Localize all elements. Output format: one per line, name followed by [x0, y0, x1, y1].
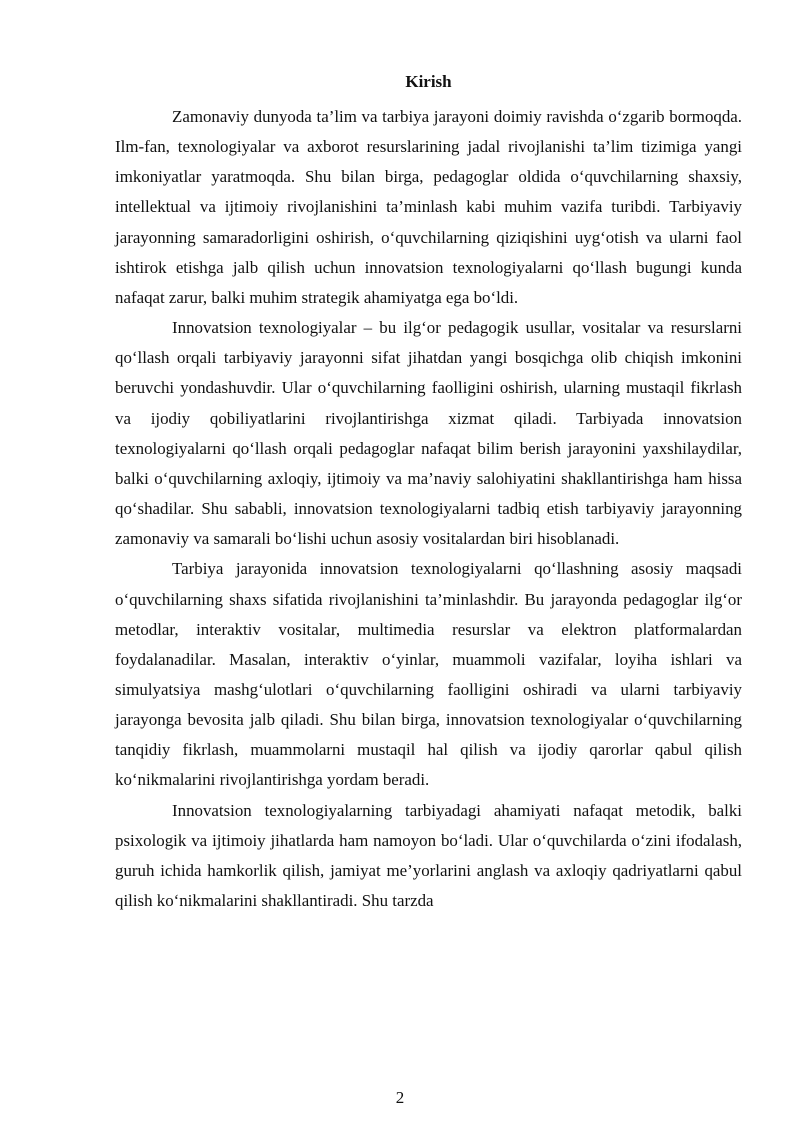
- paragraph-1: Zamonaviy dunyoda ta’lim va tarbiya jarayoni doimiy ravishda o‘zgarib bormoqda. Ilm-fan, texnologiyalar va axborot resurslarining jadal rivojlanishi ta’lim tizimiga yangi imkoniyatlar yaratmoqda. Shu bilan birga, pedagoglar oldida o‘quvchilarning shaxsiy, intellektual va ijtimoiy rivojlanishini ta’minlash kabi muhim vazifa turibdi. Tarbiyaviy jarayonning samaradorligini oshirish, o‘quvchilarning qiziqishini uyg‘otish va ularni faol ishtirok etishga jalb qilish uchun innovatsion texnologiyalarni qo‘llash bugungi kunda nafaqat zarur, balki muhim strategik ahamiyatga ega bo‘ldi.: [115, 107, 742, 307]
- paragraph-4: Innovatsion texnologiyalarning tarbiyadagi ahamiyati nafaqat metodik, balki psixologik va ijtimoiy jihatlarda ham namoyon bo‘ladi. Ular o‘quvchilarda o‘zini ifodalash, guruh ichida hamkorlik qilish, jamiyat me’yorlarini anglash va axloqiy qadriyatlarni qabul qilish ko‘nikmalarini shakllantiradi. Shu tarzda: [115, 800, 742, 911]
- page-number: 2: [395, 1088, 405, 1107]
- section-title: Kirish: [405, 72, 452, 91]
- paragraph-3: Tarbiya jarayonida innovatsion texnologiyalarni qo‘llashning asosiy maqsadi o‘quvchilarning shaxs sifatida rivojlanishini ta’minlashdir. Bu jarayonda pedagoglar ilg‘or metodlar, interaktiv vositalar, multimedia resurslar va elektron platformalardan foydalanadilar. Masalan, interaktiv o‘yinlar, muammoli vazifalar, loyiha ishlari va simulyatsiya mashg‘ulotlari o‘quvchilarning faolligini oshiradi va ularni tarbiyaviy jarayonga bevosita jalb qiladi. Shu bilan birga, innovatsion texnologiyalar o‘quvchilarning tanqidiy fikrlash, muammolarni mustaqil hal qilish va ijodiy qarorlar qabul qilish ko‘nikmalarini rivojlantirishga yordam beradi.: [115, 559, 742, 790]
- document-page: [115, 70, 742, 916]
- paragraph-2: Innovatsion texnologiyalar – bu ilg‘or pedagogik usullar, vositalar va resurslarni qo‘llash orqali tarbiyaviy jarayonni sifat jihatdan yangi bosqichga olib chiqish imkonini beruvchi yondashuvdir. Ular o‘quvchilarning faolligini oshirish, ularning mustaqil fikrlash va ijodiy qobiliyatlarini rivojlantirishga xizmat qiladi. Tarbiyada innovatsion texnologiyalarni qo‘llash orqali pedagoglar nafaqat bilim berish jarayonini yaxshilaydilar, balki o‘quvchilarning axloqiy, ijtimoiy va ma’naviy salohiyatini shakllantirishga ham hissa qo‘shadilar. Shu sababli, innovatsion texnologiyalarni tadbiq etish tarbiyaviy jarayonning zamonaviy va samarali bo‘lishi uchun asosiy vositalardan biri hisoblanadi.: [115, 318, 742, 549]
